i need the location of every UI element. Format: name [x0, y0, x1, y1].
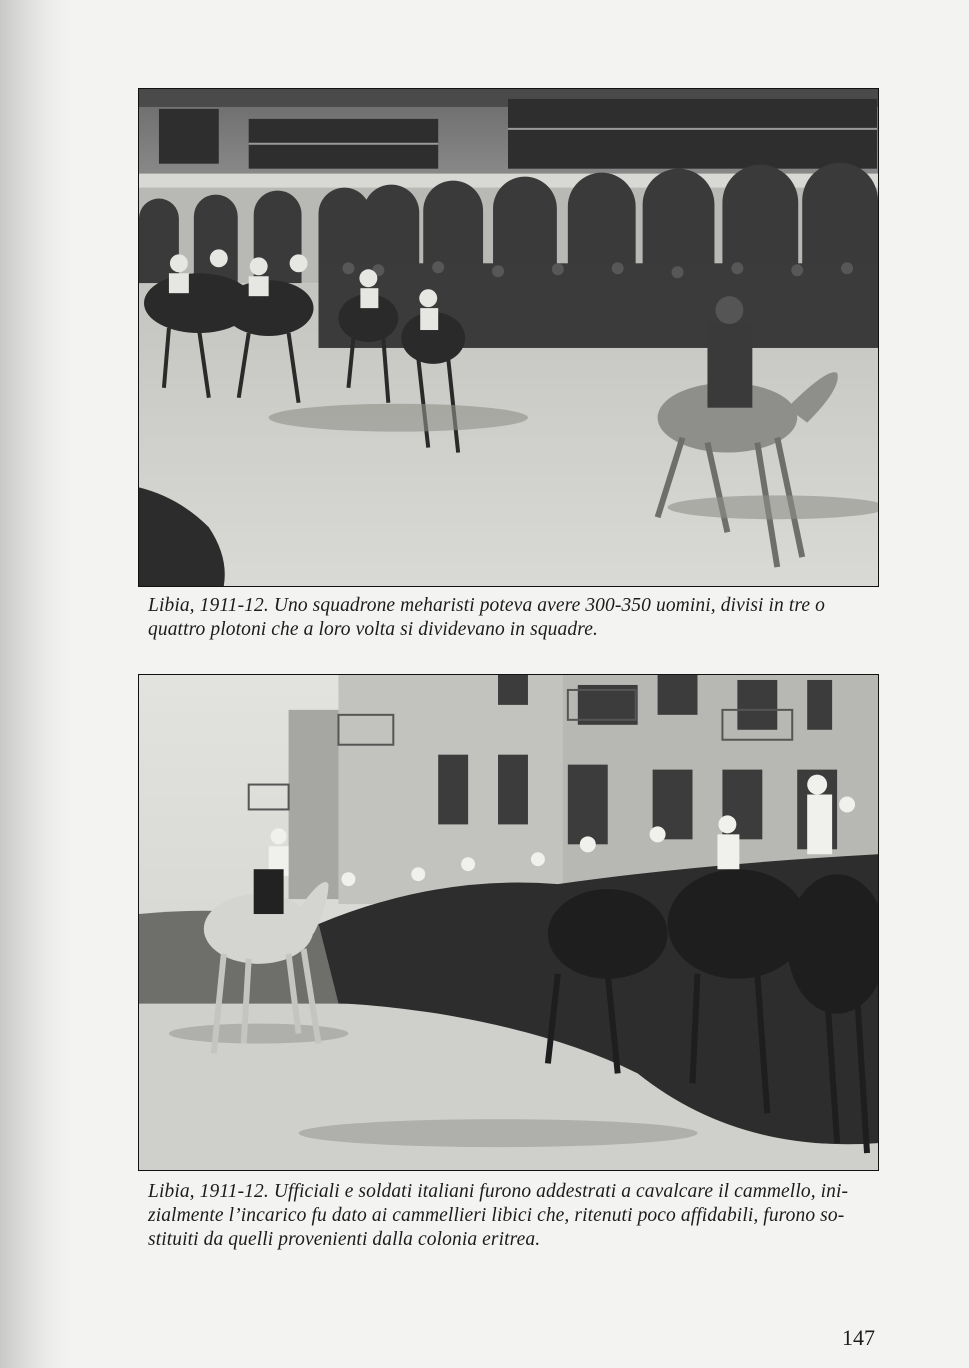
binding-gutter-shadow — [0, 0, 70, 1368]
photo-1-illustration — [139, 89, 878, 586]
caption-photo-1 — [148, 594, 883, 642]
page-number: 147 — [842, 1325, 875, 1350]
caption-line: Libia, 1911-12. Uno squadrone meharisti poteva avere 300-350 uomini, divisi in tre o — [148, 595, 825, 616]
caption-line: stituiti da quelli provenienti dalla colonia eritrea. — [148, 1229, 541, 1250]
photo-2-illustration — [139, 675, 878, 1170]
caption-line: zialmente l’incarico fu dato ai cammellieri libici che, ritenuti poco affidabili, furono so- — [148, 1205, 845, 1226]
photo-camel-squadron-arcade — [138, 88, 879, 587]
photo-camel-troop-street — [138, 674, 879, 1171]
caption-line: quattro plotoni che a loro volta si dividevano in squadre. — [148, 619, 598, 640]
caption-line: Libia, 1911-12. Ufficiali e soldati italiani furono addestrati a cavalcare il cammello, ini- — [148, 1181, 849, 1202]
caption-photo-2 — [148, 1180, 883, 1252]
